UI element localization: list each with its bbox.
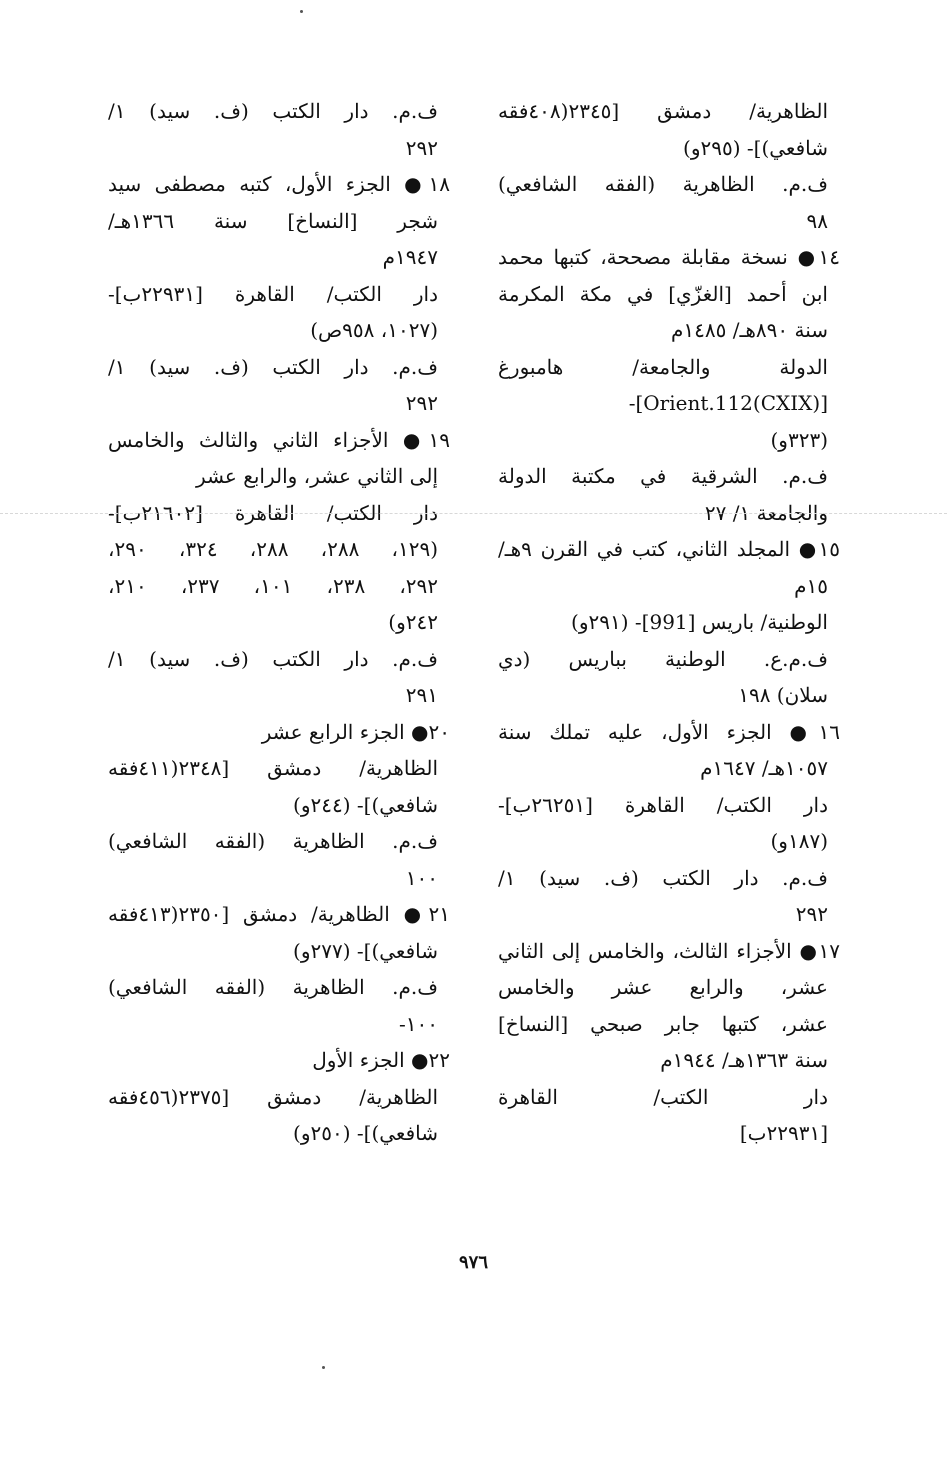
text-line: ف.م. الشرقية في مكتبة الدولة [498, 464, 828, 488]
fold-line [0, 513, 947, 514]
text-line: شجر [النساخ] سنة ١٣٦٦هـ/ [108, 208, 438, 233]
text-line: (٣٢٣و) [770, 427, 828, 452]
text-line: الظاهرية/ دمشق [٢٣٧٥(٤٥٦فقه [108, 1084, 438, 1109]
page-number: ٩٧٦ [458, 1252, 488, 1273]
right-text-column [498, 93, 840, 1152]
text-line: ١٩٤٧م [382, 245, 438, 269]
text-line: سنة ٨٩٠هـ/ ١٤٨٥م [671, 318, 828, 342]
entry-16-heading: ١٦● الجزء الأول، عليه تملك سنة [498, 719, 840, 744]
text-line: ١٠٠ [405, 865, 438, 890]
entry-14-heading: ١٤● نسخة مقابلة مصححة، كتبها محمد [498, 245, 840, 269]
entry-21-heading: ٢١● الظاهرية/ دمشق [٢٣٥٠(٤١٣فقه [108, 902, 450, 926]
text-line: ف.م. الظاهرية (الفقه الشافعي) [108, 829, 438, 853]
text-line: دار الكتب/ القاهرة [٢١٦٠٢ب]- [108, 500, 438, 525]
text-line: ٢٩٢، ٢٣٨، ١٠١، ٢٣٧، ٢١٠، [108, 573, 439, 598]
text-line: ف.م. دار الكتب (ف. سيد) ١/ [108, 99, 438, 123]
text-line: (١٠٢٧، ٩٥٨ص) [310, 318, 438, 342]
text-line: ف.م. دار الكتب (ف. سيد) ١/ [108, 646, 438, 671]
text-line: ١٠٠- [399, 1011, 438, 1036]
text-line: دار الكتب/ القاهرة [498, 1084, 828, 1109]
scan-speck [322, 1366, 325, 1369]
text-line: (١٨٧و) [770, 829, 828, 853]
text-line: ١٥م [794, 573, 828, 598]
text-line: دار الكتب/ القاهرة [٢٦٢٥١ب]- [498, 792, 828, 817]
text-line: والجامعة ١/ ٢٧ [704, 500, 828, 525]
text-line: ف.م. دار الكتب (ف. سيد) ١/ [498, 865, 828, 890]
text-line: ٢٩٢ [405, 391, 438, 415]
text-line: ٢٩١ [405, 683, 438, 707]
text-line: ف.م. الظاهرية (الفقه الشافعي) [108, 975, 438, 999]
text-line: إلى الثاني عشر، والرابع عشر [196, 464, 438, 488]
text-line: شافعي)]- (٢٧٧و) [293, 938, 438, 963]
entry-15-heading: ١٥● المجلد الثاني، كتب في القرن ٩هـ/ [498, 537, 840, 561]
entry-17-heading: ١٧● الأجزاء الثالث، والخامس إلى الثاني [498, 938, 840, 963]
text-line: عشر، كتبها جابر صبحي [النساخ] [498, 1011, 828, 1036]
text-line: [Orient.112(CXIX)]- [628, 391, 828, 415]
text-line: ١٠٥٧هـ/ ١٦٤٧م [700, 756, 828, 780]
text-line: ف.م. الظاهرية (الفقه الشافعي) [498, 172, 828, 196]
left-text-column [108, 93, 450, 1152]
text-line: شافعي)]- (٢٥٠و) [293, 1121, 438, 1145]
text-line: الوطنية/ باريس [991]- (٢٩١و) [571, 610, 828, 634]
text-line: دار الكتب/ القاهرة [٢٢٩٣١ب]- [108, 281, 438, 306]
text-line: عشر، والرابع عشر والخامس [498, 975, 828, 999]
text-line: [٢٢٩٣١ب] [739, 1121, 828, 1145]
text-line: ف.م. دار الكتب (ف. سيد) ١/ [108, 354, 438, 379]
text-line: سلان) ١٩٨ [738, 683, 828, 707]
text-line: شافعي)]- (٢٩٥و) [683, 135, 828, 160]
text-line: الظاهرية/ دمشق [٢٣٤٨(٤١١فقه [108, 756, 438, 780]
text-line: ٩٨ [806, 208, 828, 233]
text-line: ف.م.ع. الوطنية بباريس (دي [498, 646, 828, 671]
text-line: ٢٩٢ [405, 135, 438, 160]
text-line: ابن أحمد [الغزّي] في مكة المكرمة [498, 281, 828, 306]
text-line: الظاهرية/ دمشق [٢٣٤٥(٤٠٨فقه [498, 99, 828, 123]
entry-20-heading: ٢٠● الجزء الرابع عشر [261, 719, 450, 744]
text-line: الدولة والجامعة/ هامبورغ [498, 354, 828, 379]
text-line: (١٢٩، ٢٨٨، ٢٨٨، ٣٢٤، ٢٩٠، [108, 537, 439, 561]
entry-19-heading: ١٩● الأجزاء الثاني والثالث والخامس [108, 427, 450, 452]
text-line: ٢٤٢و) [388, 610, 438, 634]
text-line: شافعي)]- (٢٤٤و) [293, 792, 438, 817]
entry-18-heading: ١٨● الجزء الأول، كتبه مصطفى سيد [108, 172, 450, 196]
text-line: سنة ١٣٦٣هـ/ ١٩٤٤م [660, 1048, 828, 1072]
entry-22-heading: ٢٢● الجزء الأول [312, 1048, 450, 1072]
scan-speck [300, 10, 303, 13]
text-line: ٢٩٢ [795, 902, 828, 926]
